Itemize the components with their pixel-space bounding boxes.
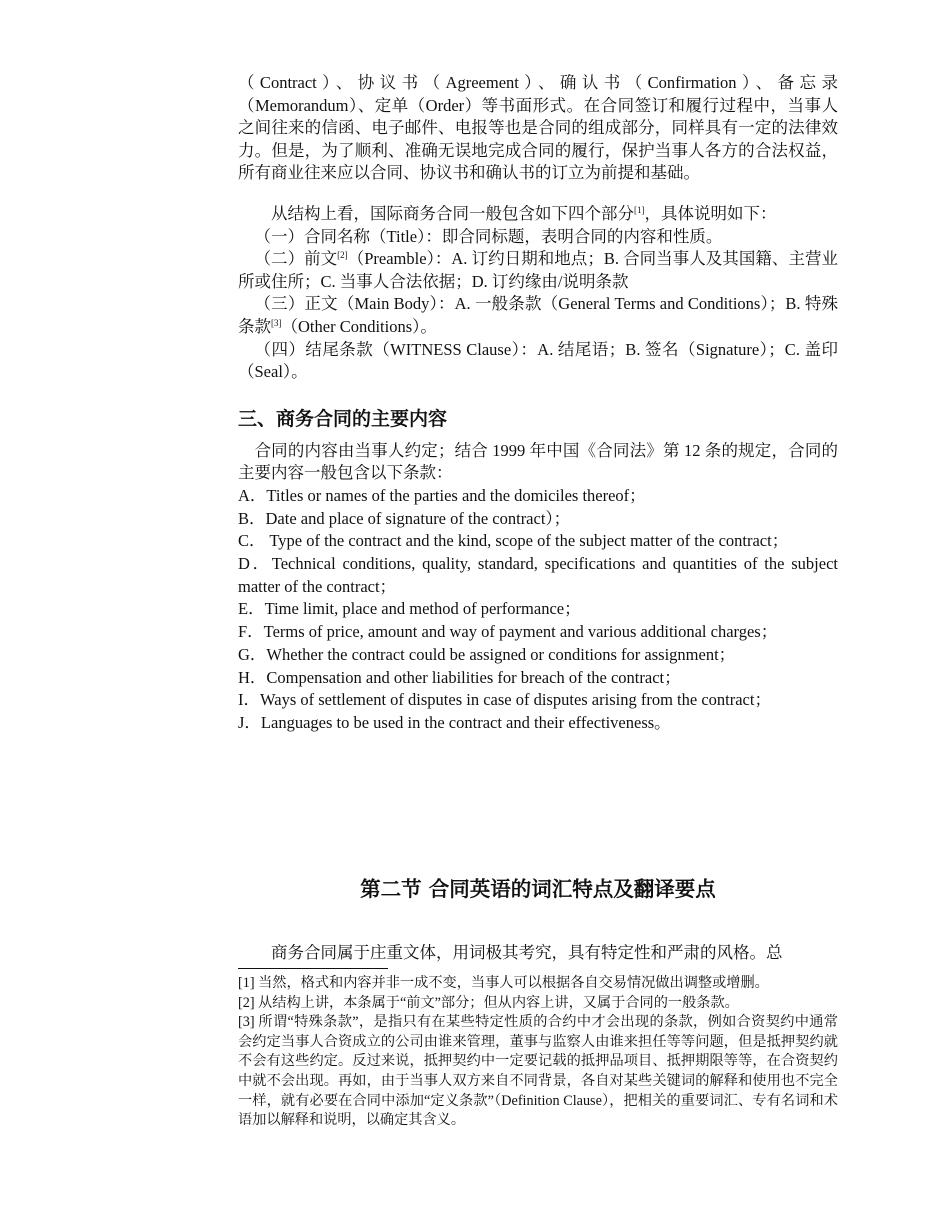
chapter-opening-text: 商务合同属于庄重文体，用词极其考究，具有特定性和严肃的风格。总: [271, 943, 783, 962]
part-preamble-body: （Preamble）：A. 订约日期和地点；B. 合同当事人及其国籍、主营业所或住所；C. 当事人合法依据；D. 订约缘由/说明条款: [238, 249, 839, 291]
list-item: B．Date and place of signature of the contract）；: [238, 508, 571, 528]
chapter-title: 第二节 合同英语的词汇特点及翻译要点: [360, 877, 716, 901]
intro-paragraph: （Contract）、协议书（Agreement）、确认书（Confirmation）、备忘录（Memorandum）、定单（Order）等书面形式。在合同签订和履行过程中，当事人之间往来的信函、电子邮件、电报等也是合同的组成部分，同样具有一定的法律效力。但是，为了顺利、准确无误地完成合同的履行，保护当事人各方的合法权益，所有商业往来应以合同、协议书和确认书的订立为前提和基础。: [238, 73, 838, 183]
list-item: C． Type of the contract and the kind, scope of the subject matter of the contract；: [238, 531, 789, 551]
list-item: J．Languages to be used in the contract and their effectiveness。: [238, 712, 671, 732]
footnote-ref-3[interactable]: [3]: [271, 317, 282, 328]
part-title: （一）合同名称（Title）：即合同标题，表明合同的内容和性质。: [254, 226, 723, 246]
list-item: F．Terms of price, amount and way of payment and various additional charges；: [238, 622, 778, 642]
part-preamble-lead: （二）前文: [254, 249, 338, 269]
part-witness: （四）结尾条款（WITNESS Clause）：A. 结尾语；B. 签名（Signature）；C. 盖印（Seal）。: [238, 339, 838, 382]
document-body: [238, 72, 838, 735]
footnote-3: [3] 所谓“特殊条款”，是指只有在某些特定性质的合约中才会出现的条款，例如合资契约中通常会约定当事人合资成立的公司由谁来管理，董事与监察人由谁来担任等等问题，但是抵押契约就不会有这些约定。反过来说，抵押契约中一定要记载的抵押品项目、抵押期限等等，在合资契约中就不会出现。再如，由于当事人双方来自不同背景，各自对某些关键词的解释和使用也不完全一样，就有必要在合同中添加“定义条款”（Definition Clause），把相关的重要词汇、专有名词和术语加以解释和说明，以确定其含义。: [238, 1014, 838, 1129]
clause-list: [238, 485, 838, 735]
list-item: A．Titles or names of the parties and the domiciles thereof；: [238, 485, 646, 505]
list-item: G．Whether the contract could be assigned or conditions for assignment；: [238, 644, 736, 664]
footnote-2: [2] 从结构上讲，本条属于“前文”部分；但从内容上讲，又属于合同的一般条款。: [238, 994, 739, 1011]
footnote-ref-1[interactable]: [1]: [634, 204, 645, 215]
footnote-ref-2[interactable]: [2]: [337, 250, 348, 261]
footnote-divider: [238, 968, 388, 969]
structure-paragraph: [238, 203, 838, 226]
list-item: H．Compensation and other liabilities for breach of the contract；: [238, 667, 681, 687]
part-main-body: [238, 293, 838, 338]
part-main-body-lead: （三）正文（Main Body）：A. 一般条款（General Terms and Conditions）；B. 特殊条款: [238, 294, 838, 336]
structure-lead: 从结构上看，国际商务合同一般包含如下四个部分: [271, 203, 634, 223]
list-item: D．Technical conditions, quality, standard, specifications and quantities of the subject matter of the contract；: [238, 554, 838, 596]
footnote-1: [1] 当然，格式和内容并非一成不变，当事人可以根据各自交易情况做出调整或增删。: [238, 975, 769, 991]
part-main-body-tail: （Other Conditions）。: [281, 316, 437, 336]
footnotes: [238, 974, 838, 1131]
section-heading: 三、商务合同的主要内容: [238, 407, 448, 430]
list-item: I．Ways of settlement of disputes in case of disputes arising from the contract；: [238, 690, 771, 710]
section-intro: 合同的内容由当事人约定；结合 1999 年中国《合同法》第 12 条的规定，合同的主要内容一般包含以下条款：: [238, 440, 838, 483]
chapter-opening: [238, 942, 838, 965]
structure-tail: ，具体说明如下：: [644, 203, 777, 223]
part-preamble: [238, 248, 838, 293]
list-item: E．Time limit, place and method of performance；: [238, 599, 581, 619]
paragraph-gap: [238, 185, 838, 203]
